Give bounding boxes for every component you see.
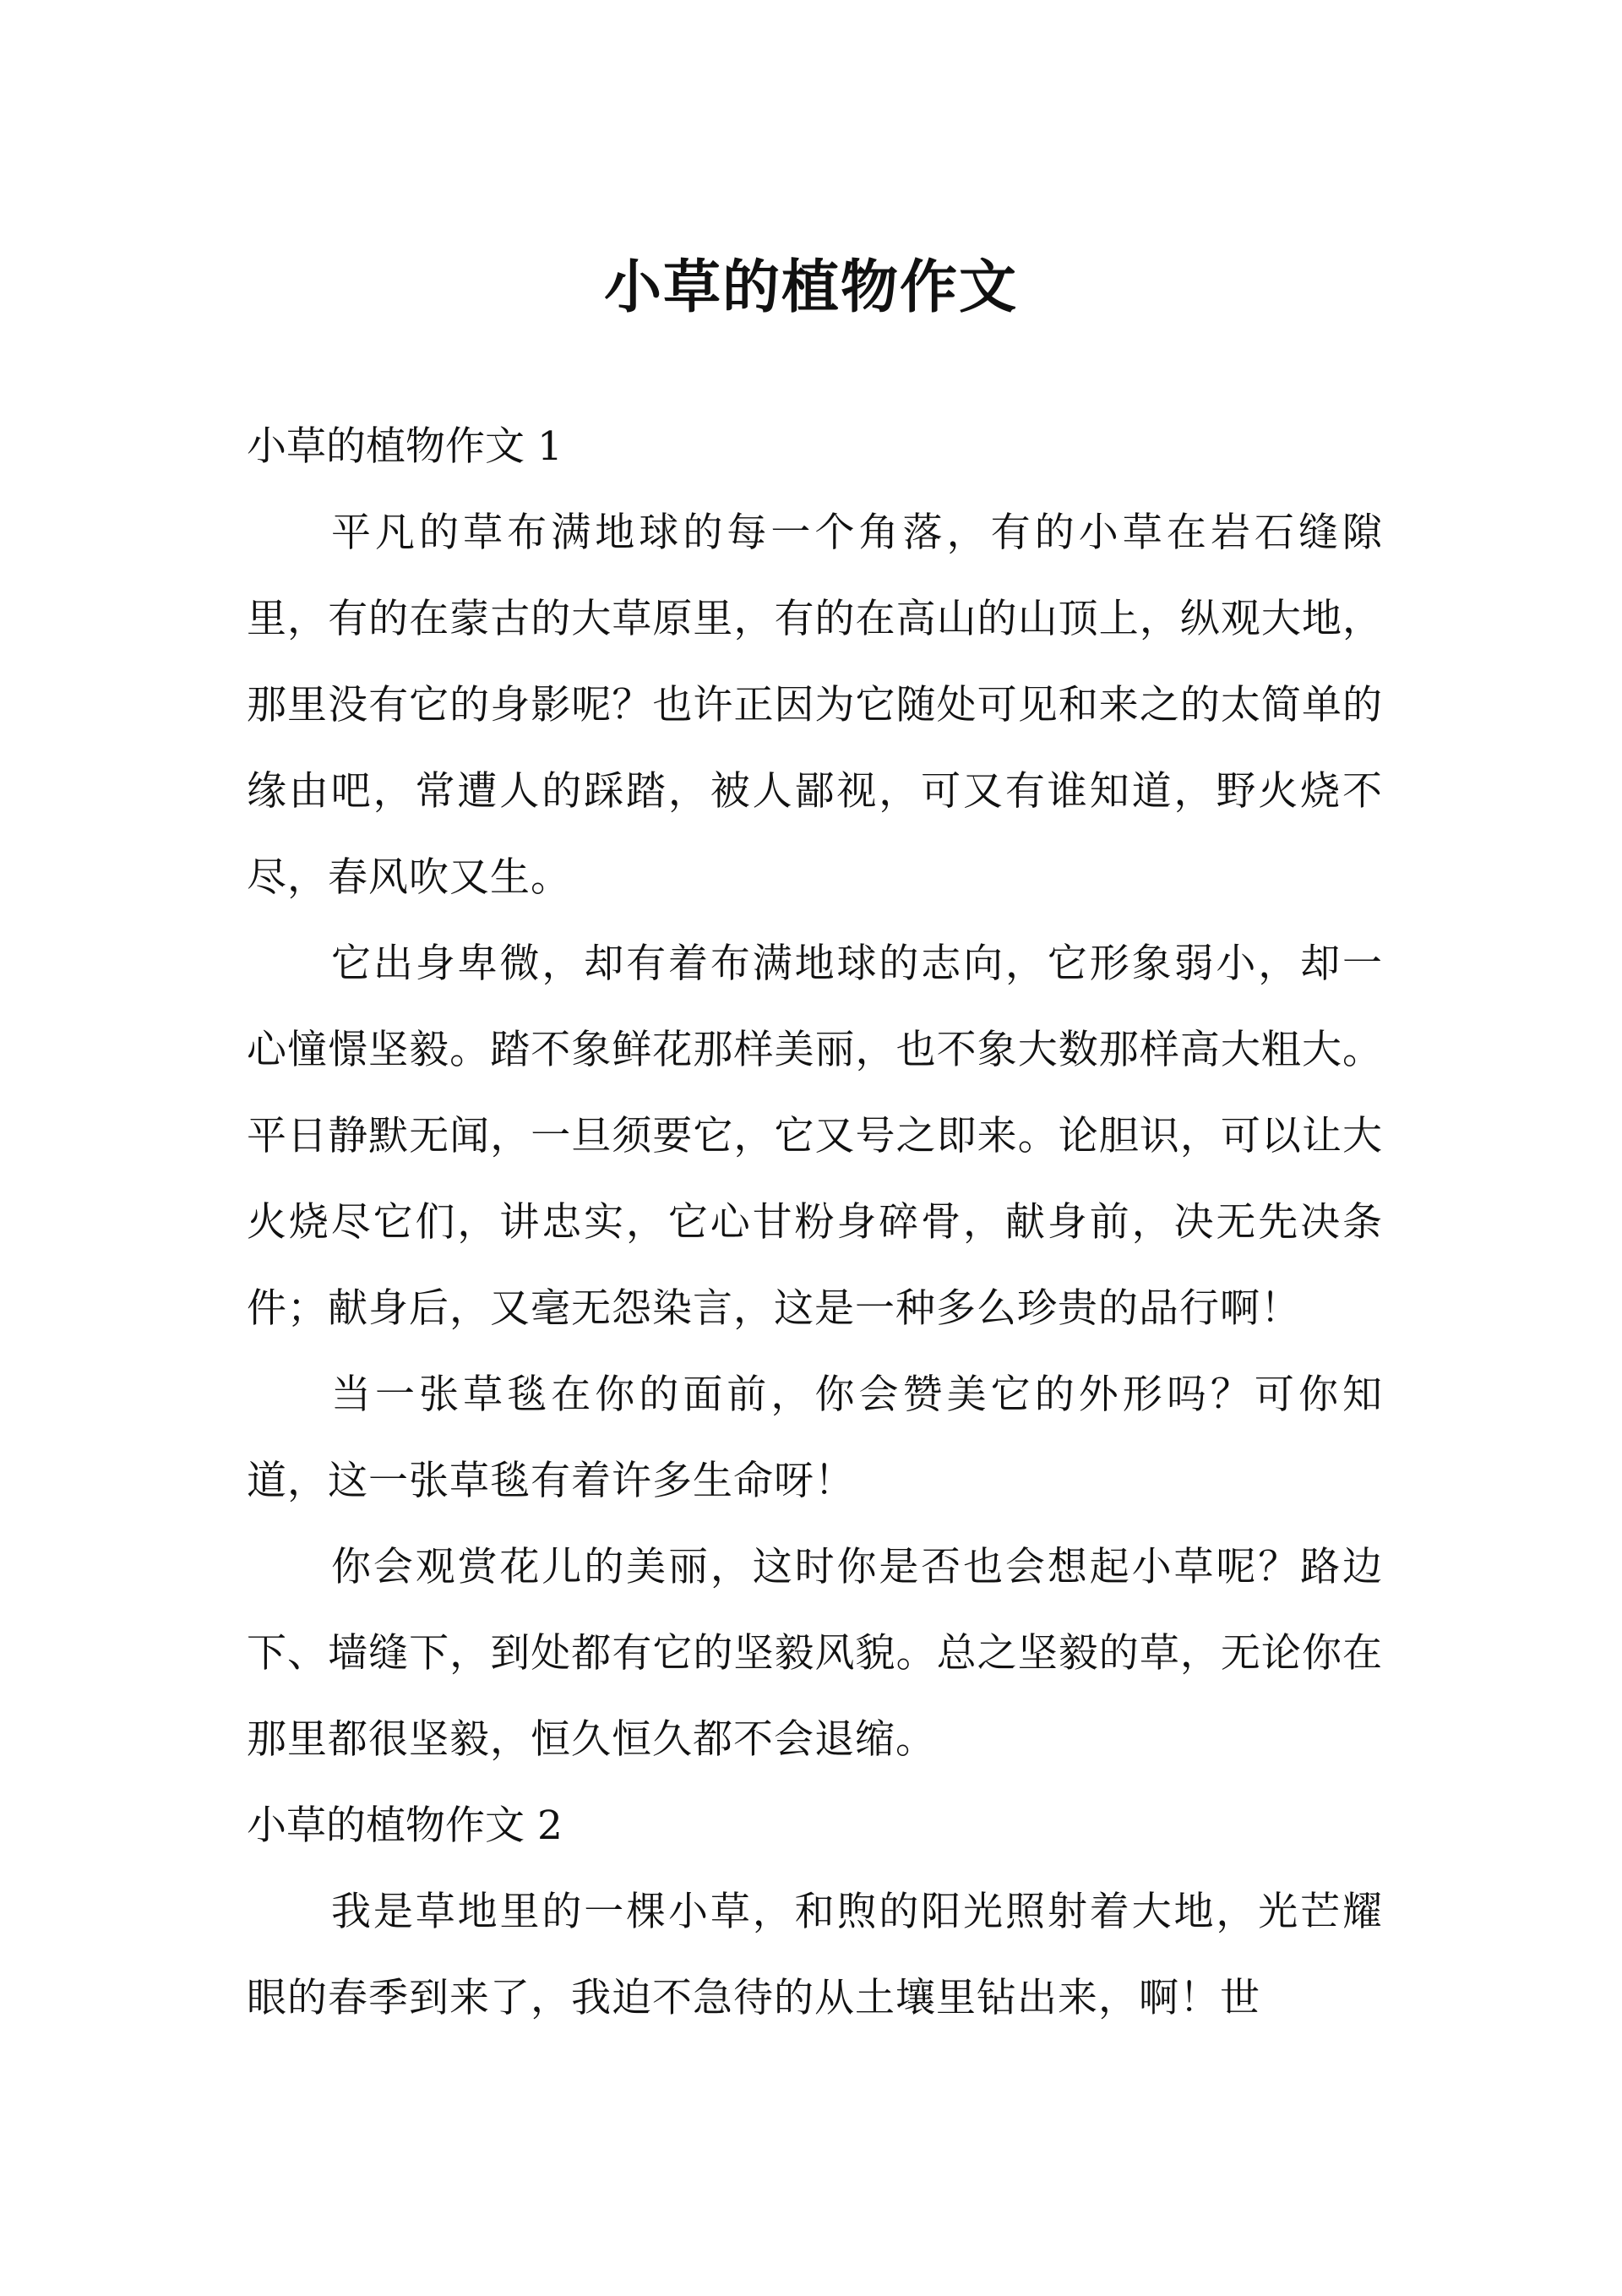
paragraph: 它出身卑微，却有着布满地球的志向，它形象弱小，却一心憧憬坚毅。踏不象鲜花那样美丽，也不象大数那样高大粗大。平日静默无闻，一旦须要它，它又号之即来。论胆识，可以让大火烧尽它们，讲忠实，它心甘粉身碎骨，献身前，决无先决条件；献身后，又毫无怨染言，这是一种多么珍贵的品行啊！ — [247, 941, 1383, 1332]
section-1 — [247, 404, 1383, 1783]
section-2 — [247, 1783, 1383, 2042]
document-title: 小草的植物作文 — [603, 254, 1018, 321]
section-heading: 小草的植物作文 1 — [247, 423, 563, 470]
section-heading: 小草的植物作文 2 — [247, 1802, 563, 1849]
paragraph: 平凡的草布满地球的每一个角落，有的小草在岩石缝隙里，有的在蒙古的大草原里，有的在高山的山顶上，纵观大地，那里没有它的身影呢？也许正因为它随处可见和来之的太简单的缘由吧，常遭人的踩踏，被人鄙视，可又有谁知道，野火烧不尽，春风吹又生。 — [247, 510, 1383, 901]
document-body — [247, 404, 1383, 2042]
paragraph: 我是草地里的一棵小草，和煦的阳光照射着大地，光芒耀眼的春季到来了，我迫不急待的从土壤里钻出来，啊！世 — [247, 1889, 1383, 2021]
paragraph: 当一张草毯在你的面前，你会赞美它的外形吗？可你知道，这一张草毯有着许多生命呀！ — [247, 1372, 1383, 1504]
paragraph: 你会观赏花儿的美丽，这时你是否也会想起小草呢？路边下、墙缝下，到处都有它的坚毅风貌。总之坚毅的草，无论你在那里都很坚毅，恒久恒久都不会退缩。 — [247, 1544, 1383, 1763]
